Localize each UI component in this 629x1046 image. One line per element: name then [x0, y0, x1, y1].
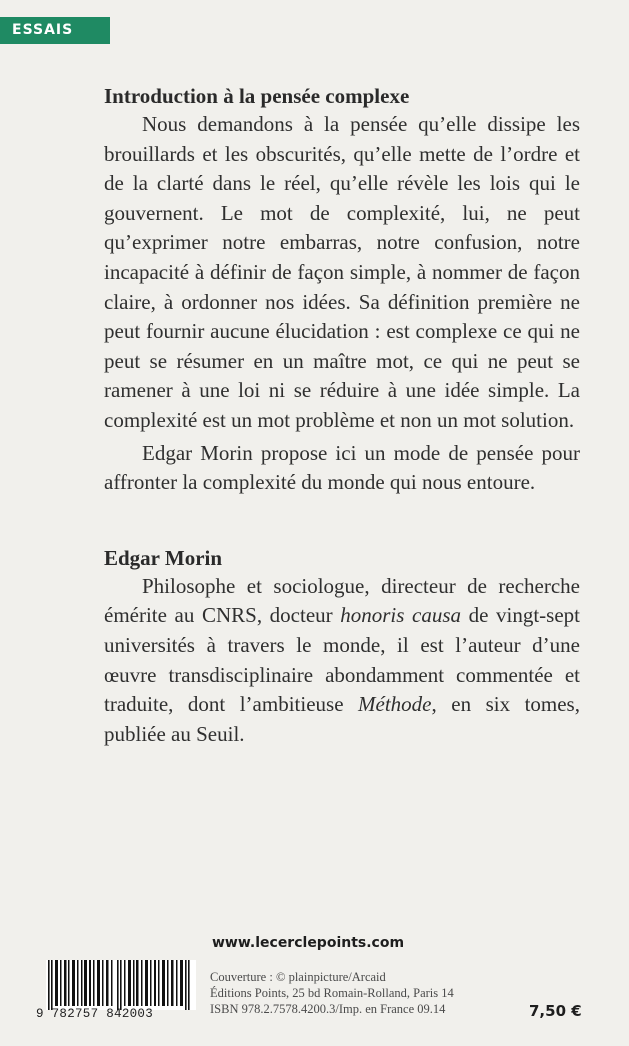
book-title: Introduction à la pensée complexe: [104, 84, 410, 108]
publisher-address: Éditions Points, 25 bd Romain-Rolland, Paris 14: [210, 986, 454, 1000]
author-name: Edgar Morin: [104, 545, 223, 570]
publication-credits: [210, 969, 454, 1017]
summary-paragraph: Edgar Morin propose ici un mode de pensée pour affronter la complexité du monde qui nous entoure.: [104, 440, 580, 495]
barcode-image: [46, 960, 196, 1010]
cover-credit: Couverture : © plainpicture/Arcaid: [210, 970, 386, 984]
publisher-website: www.lecerclepoints.com: [212, 935, 405, 951]
author-bio: Philosophe et sociologue, directeur de recherche émérite au CNRS, docteur honoris causa de vingt-sept universités à travers le monde, il est l’auteur d’une œuvre transdisciplinaire abondamment commentée et traduite, dont l’ambitieuse Méthode, en six tomes, publiée au Seuil.: [104, 573, 580, 746]
isbn-line: ISBN 978.2.7578.4200.3/Imp. en France 09.14: [210, 1002, 446, 1016]
series-label: ESSAIS: [0, 17, 110, 44]
price: 7,50 €: [529, 1002, 582, 1020]
back-cover-text: [104, 82, 580, 749]
barcode-number: 9 782757 842003: [36, 1007, 154, 1021]
summary-paragraph: Nous demandons à la pensée qu’elle dissipe les brouillards et les obscurités, qu’elle mette de l’ordre et de la clarté dans le réel, qu’elle révèle les lois qui le gouvernent. Le mot de complexité, lui, ne peut qu’exprimer notre embarras, notre confusion, notre incapacité à définir de façon simple, à nommer de façon claire, à ordonner nos idées. Sa définition première ne peut fournir aucune élucidation : est complexe ce qui ne peut se résumer en un maître mot, ce qui ne peut se ramener à une loi ni se réduire à une idée simple. La complexité est un mot problème et non un mot solution.: [104, 112, 580, 432]
